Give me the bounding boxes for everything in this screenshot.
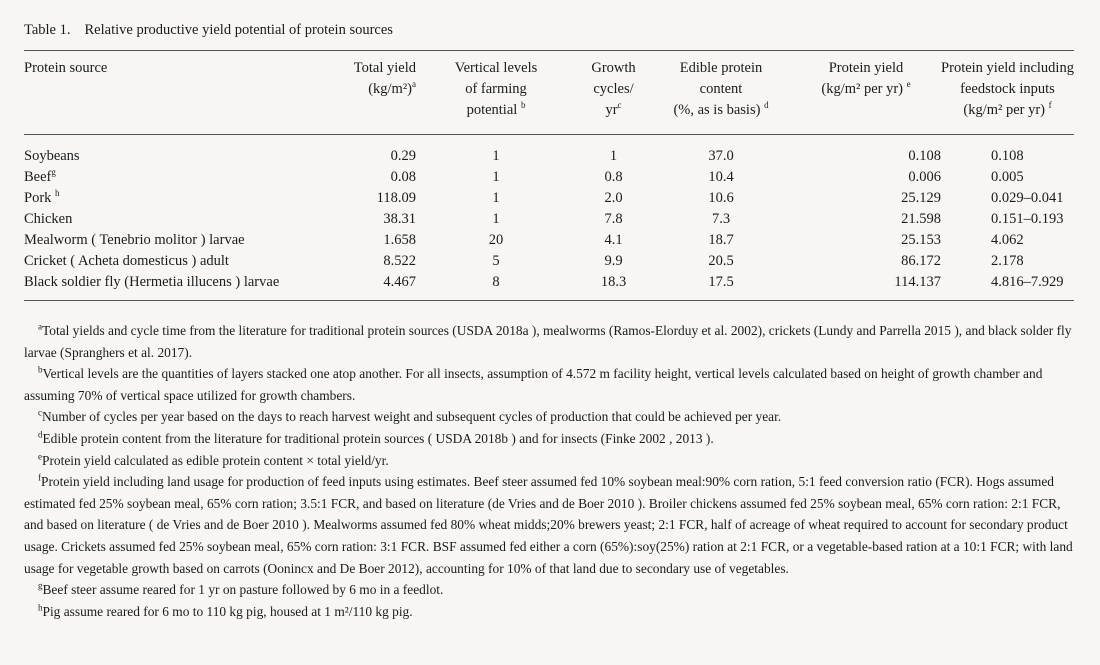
source-name: Pork [24, 190, 56, 206]
footnote-text: Total yields and cycle time from the literature for traditional protein sources (USDA 2018a ), mealworms (Ramos-Elorduy et al. 2002), crickets (Lundy and Parrella 2015 ), and black solder fly larvae (Spranghers et al. 2017). [24, 323, 1072, 360]
cell-edible-protein: 10.6 [708, 190, 734, 206]
cell-protein-yield: 0.108 [908, 148, 941, 164]
column-header-line: cycles/ [593, 81, 634, 97]
footnote-marker: d [764, 100, 769, 111]
table-row [24, 272, 1074, 293]
column-header-4 [651, 58, 791, 134]
source-name: Mealworm ( Tenebrio molitor ) larvae [24, 232, 245, 248]
footnote-marker: g [51, 167, 56, 178]
table-row [24, 230, 1074, 251]
cell-protein-source [24, 188, 324, 209]
cell-protein-yield: 25.129 [901, 190, 941, 206]
column-header-5 [791, 58, 941, 134]
footnote-text: Beef steer assume reared for 1 yr on pasture followed by 6 mo in a feedlot. [42, 582, 444, 598]
footnote-text: Number of cycles per year based on the days to reach harvest weight and subsequent cycles of production that could be achieved per year. [42, 409, 782, 425]
table-title: Relative productive yield potential of protein sources [84, 22, 393, 38]
cell-growth-cycles: 18.3 [600, 274, 627, 290]
source-name: Soybeans [24, 148, 80, 164]
cell-protein-yield: 25.153 [901, 232, 941, 248]
table-row [24, 134, 1074, 167]
cell-edible-protein: 37.0 [708, 148, 734, 164]
footnote-marker: h [38, 602, 43, 613]
column-header-line: potential [466, 102, 521, 118]
table-footnotes [24, 320, 1074, 622]
footnote-marker: d [38, 429, 43, 440]
cell-protein-yield: 114.137 [894, 274, 941, 290]
cell-protein-yield-feed: 0.108 [991, 148, 1024, 164]
cell-edible-protein: 10.4 [708, 169, 734, 185]
footnote-text: Protein yield calculated as edible protein content × total yield/yr. [42, 452, 389, 468]
cell-vertical-levels: 1 [492, 169, 500, 185]
cell-growth-cycles: 4.1 [604, 232, 623, 248]
cell-total-yield: 1.658 [383, 232, 416, 248]
footnote-marker: a [412, 79, 416, 90]
column-header-2 [416, 58, 576, 134]
table-row [24, 167, 1074, 188]
footnote-text: Pig assume reared for 6 mo to 110 kg pig, housed at 1 m²/110 kg pig. [42, 603, 413, 619]
table-number: Table 1. [24, 22, 71, 38]
protein-yield-table [24, 58, 1074, 293]
cell-protein-yield-feed: 0.005 [991, 169, 1024, 185]
cell-growth-cycles: 7.8 [604, 211, 623, 227]
cell-total-yield: 4.467 [383, 274, 416, 290]
cell-growth-cycles: 9.9 [604, 253, 623, 269]
cell-protein-yield-feed: 4.062 [991, 232, 1024, 248]
table-row [24, 251, 1074, 272]
column-header-line: (%, as is basis) [673, 102, 765, 118]
cell-total-yield: 8.522 [383, 253, 416, 269]
cell-total-yield: 0.08 [390, 169, 416, 185]
cell-edible-protein: 20.5 [708, 253, 734, 269]
column-header-line: (kg/m²) [368, 81, 412, 97]
column-header-line: Protein source [24, 60, 108, 76]
cell-vertical-levels: 1 [492, 148, 500, 164]
source-name: Chicken [24, 211, 73, 227]
column-header-line: Growth [591, 60, 636, 76]
cell-vertical-levels: 20 [488, 232, 504, 248]
cell-protein-source [24, 167, 324, 188]
footnote [24, 579, 1074, 601]
footnote-marker: b [520, 100, 526, 111]
cell-protein-yield: 0.006 [908, 169, 941, 185]
cell-edible-protein: 7.3 [711, 211, 731, 227]
footnote-marker: e [906, 79, 911, 90]
column-header-line: (kg/m² per yr) [821, 81, 907, 97]
column-header-line: (kg/m² per yr) [963, 102, 1049, 118]
cell-vertical-levels: 1 [492, 190, 500, 206]
cell-protein-yield-feed: 0.151–0.193 [991, 211, 1064, 227]
footnote-text: Vertical levels are the quantities of layers stacked one atop another. For all insects, assumption of 4.572 m facility height, vertical levels calculated based on height of growth chamber and assuming 70% of vertical space utilized for growth chambers. [24, 366, 1043, 403]
footnote [24, 320, 1074, 363]
cell-protein-source [24, 251, 324, 272]
column-header-line: content [699, 81, 743, 97]
cell-total-yield: 118.09 [376, 190, 416, 206]
table-caption [24, 22, 393, 39]
column-header-line: Vertical levels [454, 60, 538, 76]
cell-protein-yield: 86.172 [901, 253, 941, 269]
column-header-line: of farming [465, 81, 527, 97]
footnote [24, 601, 1074, 623]
cell-protein-source [24, 272, 324, 293]
cell-edible-protein: 18.7 [708, 232, 734, 248]
footnote [24, 363, 1074, 406]
footnote-marker: e [38, 451, 42, 462]
column-header-line: feedstock inputs [960, 81, 1055, 97]
cell-growth-cycles: 2.0 [604, 190, 623, 206]
source-name: Black soldier fly (Hermetia illucens ) larvae [24, 274, 280, 290]
cell-protein-yield-feed: 4.816–7.929 [991, 274, 1064, 290]
footnote-marker: f [1048, 100, 1052, 111]
table-row [24, 209, 1074, 230]
column-header-line: yr [605, 102, 618, 118]
footnote-marker: a [38, 321, 42, 332]
header-row [24, 58, 1074, 134]
column-header-6 [941, 58, 1074, 134]
table-row [24, 188, 1074, 209]
footnote-marker: h [55, 188, 60, 199]
footnote-marker: f [38, 472, 41, 483]
column-header-line: Protein yield including [941, 60, 1074, 76]
cell-total-yield: 0.29 [390, 148, 416, 164]
column-header-1 [324, 58, 416, 134]
footnote-text: Protein yield including land usage for production of feed inputs using estimates. Beef steer assumed fed 10% soybean meal:90% corn ration, 5:1 feed conversion ratio (FCR). Hogs assumed estimated fed 25% soybean meal, 65% corn ration; 3.5:1 FCR, and based on literature (de Vries and de Boer 2010 ). Broiler chickens assumed fed 25% soybean meal, 65% corn ration: 2:1 FCR, and based on literature ( de Vries and de Boer 2010 ). Mealworms assumed fed 80% wheat midds;20% brewers yeast; 2:1 FCR, half of acreage of wheat required to account for secondary product usage. Crickets assumed fed 25% soybean meal, 65% corn ration: 3:1 FCR. BSF assumed fed either a corn (65%):soy(25%) ration at 2:1 FCR, or a vegetable-based ration at a 10:1 FCR; with land usage for vegetable growth based on carrots (Oonincx and De Boer 2012), accounting for 10% of that land due to secondary use of vegetables. [24, 474, 1073, 576]
table-bottom-rule [24, 300, 1074, 301]
cell-vertical-levels: 8 [492, 274, 500, 290]
column-header-0 [24, 58, 324, 134]
cell-growth-cycles: 1 [609, 148, 618, 164]
cell-vertical-levels: 5 [492, 253, 500, 269]
footnote-marker: c [38, 407, 42, 418]
source-name: Cricket ( Acheta domesticus ) adult [24, 253, 229, 269]
table-body [24, 134, 1074, 293]
cell-vertical-levels: 1 [492, 211, 500, 227]
column-header-line: Edible protein [679, 60, 763, 76]
footnote [24, 471, 1074, 579]
cell-protein-yield-feed: 2.178 [991, 253, 1024, 269]
cell-protein-source [24, 134, 324, 167]
column-header-line: Total yield [353, 60, 416, 76]
footnote-marker: c [617, 100, 622, 111]
cell-protein-yield: 21.598 [901, 211, 941, 227]
column-header-line: Protein yield [828, 60, 904, 76]
footnote [24, 406, 1074, 428]
cell-growth-cycles: 0.8 [604, 169, 623, 185]
footnote [24, 428, 1074, 450]
footnote-marker: b [38, 364, 43, 375]
source-name: Beef [24, 169, 52, 185]
cell-total-yield: 38.31 [383, 211, 416, 227]
cell-protein-source [24, 230, 324, 251]
table-top-rule [24, 50, 1074, 51]
footnote-marker: g [38, 580, 43, 591]
cell-edible-protein: 17.5 [708, 274, 734, 290]
column-header-3 [576, 58, 651, 134]
footnote-text: Edible protein content from the literature for traditional protein sources ( USDA 2018b ) and for insects (Finke 2002 , 2013 ). [42, 430, 714, 446]
cell-protein-yield-feed: 0.029–0.041 [991, 190, 1064, 206]
footnote [24, 450, 1074, 472]
cell-protein-source [24, 209, 324, 230]
